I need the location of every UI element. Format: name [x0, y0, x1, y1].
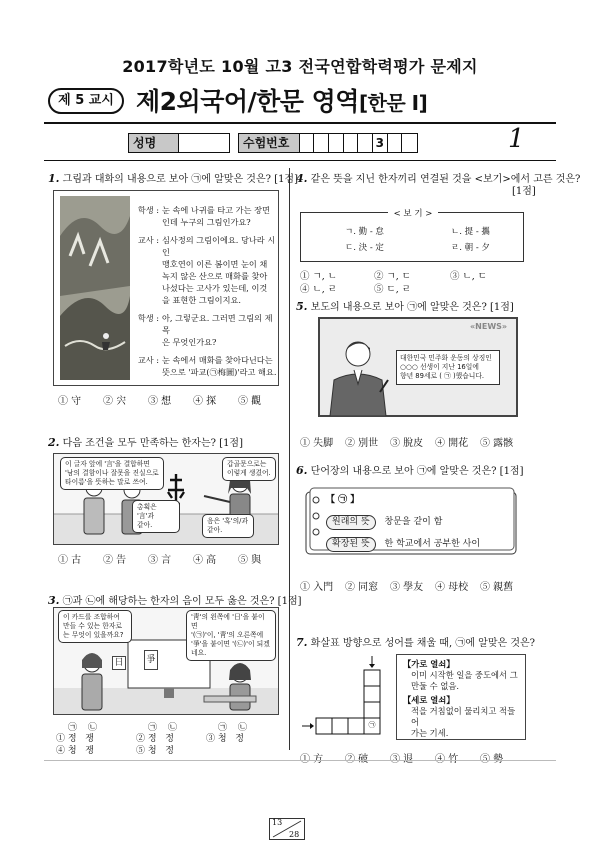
q1-dialog	[132, 204, 278, 378]
exam-number-box	[238, 133, 418, 153]
option[interactable]: ③ 청 정	[206, 734, 244, 744]
exam-number-cell	[344, 134, 359, 152]
option[interactable]: ② 告	[103, 555, 127, 566]
option[interactable]: ⑤ ㄷ, ㄹ	[374, 284, 411, 295]
bogi-item: ㄱ. 勤 - 怠	[345, 227, 384, 237]
meaning-label: 원래의 뜻	[326, 515, 376, 530]
option[interactable]: ② 정 정	[136, 734, 174, 744]
q5-number: 5.	[296, 300, 308, 313]
option[interactable]: ⑤ 觀	[238, 396, 262, 407]
exam-number-cell	[388, 134, 403, 152]
option[interactable]: ④ 청 쟁	[56, 746, 94, 756]
option[interactable]	[390, 750, 435, 765]
q5-options	[300, 434, 525, 449]
dialog-line: 아, 그렇군요. 그러면 그림의 제목 은 무엇인가요?	[162, 313, 273, 347]
q6-prompt	[296, 464, 524, 478]
option[interactable]: ② 別世	[345, 438, 379, 449]
hanja-card: 爭	[144, 650, 158, 670]
q5-text: 보도의 내용으로 보아 ㉠에 알맞은 것은? [1점]	[310, 302, 514, 313]
bogi-item: ㄴ. 提 - 攜	[451, 227, 490, 237]
clue-box	[396, 654, 526, 740]
meaning-row	[326, 514, 442, 530]
dialog-speaker: 학생 :	[137, 313, 159, 323]
q2-bubble: 이 글자 앞에 '言'을 결합하면 '남의 결함이나 잘못을 진실으로 타이름'을 뜻하는 말로 쓰여.	[60, 457, 164, 490]
dialog-speaker: 교사 :	[137, 355, 159, 365]
subject-main: 제2외국어/한문 영역	[136, 87, 359, 116]
q3-prompt	[48, 594, 302, 608]
down-clue-title: 【세로 열쇠】	[403, 695, 455, 705]
bogi-item: ㄷ. 決 - 定	[345, 243, 384, 253]
q7-number: 7.	[296, 636, 308, 649]
q7-options	[300, 750, 525, 765]
option[interactable]: ⑤ 與	[238, 555, 262, 566]
q3-options	[56, 720, 286, 756]
page-total: 28	[289, 830, 300, 839]
bogi-item: ㄹ. 朝 - 夕	[451, 243, 490, 253]
option[interactable]: ① 守	[58, 396, 82, 407]
option[interactable]: ⑤ 露骸	[480, 438, 514, 449]
bogi-title: < 보 기 >	[388, 209, 439, 219]
dialog-line: 눈 속에서 매화를 찾아다닌다는 뜻으로 '파교(㉠梅圖)'라고 해요.	[162, 355, 277, 377]
subject-title	[136, 82, 427, 118]
option[interactable]: ③ 想	[148, 396, 172, 407]
q7-prompt	[296, 636, 535, 650]
q3-bubble: '靑'의 왼쪽에 '日'을 붙이면 '(㉠)'이, '靑'의 오른쪽에 '爭'을 붙이면 '(㉡)'이 되겠 네요.	[186, 610, 276, 661]
q2-bubble: 갑골문으로는 이렇게 생겼어.	[222, 457, 276, 481]
q1-options	[58, 392, 283, 407]
q3-number: 3.	[48, 594, 60, 607]
exam-title: 2017학년도 10월 고3 전국연합학력평가 문제지	[122, 57, 478, 76]
dialog-speaker: 학생 :	[137, 205, 159, 215]
q4-prompt	[296, 172, 580, 186]
bogi-box	[300, 209, 524, 262]
option[interactable]: ① 정 쟁	[56, 734, 94, 744]
option[interactable]	[435, 750, 480, 765]
q5-prompt	[296, 300, 514, 314]
dialog-speaker: 교사 :	[137, 235, 159, 245]
q7-text: 화살표 방향으로 성어를 채울 때, ㉠에 알맞은 것은?	[310, 638, 536, 649]
dialog-line: 눈 속에 나귀를 타고 가는 장면 인데 누구의 그림인가요?	[162, 205, 270, 227]
answer-header: ㉡	[88, 723, 98, 733]
option[interactable]: ③ 學友	[390, 582, 424, 593]
option[interactable]: ② 宍	[103, 396, 127, 407]
q6-number: 6.	[296, 464, 308, 477]
option[interactable]: ③ ㄴ, ㄷ	[450, 271, 487, 282]
meaning-label: 확장된 뜻	[326, 537, 376, 552]
q1-prompt	[48, 172, 298, 186]
across-clue-title: 【가로 열쇠】	[403, 659, 455, 669]
news-anchor-illustration	[322, 330, 402, 416]
down-clue-text: 적을 거침없이 물리치고 적들어 가는 기세.	[411, 706, 516, 738]
q3-bubble: 이 카드를 조합하여 만들 수 있는 한자로 는 무엇이 있을까요?	[58, 610, 132, 643]
answer-header: ㉡	[238, 723, 248, 733]
option[interactable]: ① 古	[58, 555, 82, 566]
answer-header: ㉠	[148, 723, 158, 733]
option[interactable]	[300, 750, 345, 765]
exam-number-cell	[314, 134, 329, 152]
option[interactable]: ⑤ 親舊	[480, 582, 514, 593]
option[interactable]: ④ 探	[193, 396, 217, 407]
option[interactable]: ② ㄱ, ㄷ	[374, 271, 411, 282]
grid-mark: ㉠	[368, 721, 376, 729]
crossword-grid	[300, 654, 400, 746]
word-card-head: 【 ㉠ 】	[326, 495, 360, 505]
option[interactable]: ① ㄱ, ㄴ	[300, 271, 337, 282]
meaning-text: 창문을 같이 함	[384, 517, 443, 527]
option[interactable]: ④ 開花	[435, 438, 469, 449]
footer-rule	[44, 760, 556, 761]
option[interactable]: ④ 高	[193, 555, 217, 566]
option[interactable]: ③ 言	[148, 555, 172, 566]
q2-number: 2.	[48, 436, 60, 449]
option[interactable]	[480, 750, 525, 765]
news-tag: «NEWS»	[470, 322, 508, 331]
answer-header: ㉠	[68, 723, 78, 733]
header-bottom-rule	[44, 160, 556, 161]
q6-text: 단어장의 내용으로 보아 ㉠에 알맞은 것은? [1점]	[310, 466, 524, 477]
q2-bubble: 총획은 '言'과 같아.	[132, 500, 180, 533]
name-label: 성명	[129, 134, 179, 152]
subject-sub: [한문 Ⅰ]	[358, 91, 428, 115]
q4-number: 4.	[296, 172, 308, 185]
q3-text: ㉠과 ㉡에 해당하는 한자의 음이 모두 옳은 것은? [1점]	[62, 596, 302, 607]
q4-text: 같은 뜻을 지닌 한자끼리 연결된 것을 <보기>에서 고른 것은?	[310, 174, 581, 185]
q4-options	[300, 268, 540, 296]
answer-header: ㉡	[168, 723, 178, 733]
session-badge: 제 5 교시	[48, 88, 124, 114]
dialog-line: 심사정의 그림이에요. 당나라 시인 맹호연이 이른 봄이면 눈이 채 녹지 않은 산으로 매화를 찾아 나섰다는 고사가 있는데, 이것 을 표현한 그림이지요.	[162, 235, 276, 305]
landscape-painting	[60, 196, 130, 380]
exam-number-cell	[358, 134, 373, 152]
exam-number-label: 수험번호	[239, 134, 300, 152]
option[interactable]: ② 同窓	[345, 582, 379, 593]
q2-bubble: 음은 '혹'의/과 같아.	[202, 514, 254, 538]
news-caption: 대한민국 민주화 운동의 상징인 ○○○ 선생이 지난 16일에 향년 89세로 ( ㉠ )했습니다.	[396, 350, 500, 385]
exam-number-cell: 3	[373, 134, 388, 152]
meaning-row	[326, 536, 480, 552]
hanja-card: 日	[112, 656, 126, 670]
option[interactable]: ⑤ 청 정	[136, 746, 174, 756]
meaning-text: 한 학교에서 공부한 사이	[384, 539, 481, 549]
name-box	[128, 133, 230, 153]
q1-number: 1.	[48, 172, 60, 185]
q4-points: [1점]	[512, 186, 536, 197]
exam-number-cell	[402, 134, 417, 152]
header-rule	[44, 122, 556, 124]
page-number: 1	[508, 124, 525, 154]
exam-number-cell	[300, 134, 315, 152]
exam-number-cell	[329, 134, 344, 152]
answer-header: ㉠	[218, 723, 228, 733]
option[interactable]: ① 失脚	[300, 438, 334, 449]
q2-options	[58, 551, 283, 566]
q6-options	[300, 578, 525, 593]
q1-text: 그림과 대화의 내용으로 보아 ㉠에 알맞은 것은? [1점]	[62, 174, 298, 185]
option[interactable]: ④ ㄴ, ㄹ	[300, 284, 337, 295]
page-current: 13	[272, 818, 283, 827]
option[interactable]: ③ 脫皮	[390, 438, 424, 449]
option[interactable]	[345, 750, 390, 765]
column-divider	[289, 168, 290, 750]
option[interactable]: ① 入門	[300, 582, 334, 593]
name-field	[179, 134, 229, 152]
q2-text: 다음 조건을 모두 만족하는 한자는? [1점]	[62, 438, 243, 449]
q2-prompt	[48, 436, 243, 450]
across-clue-text: 이미 시작한 일을 중도에서 그 만둘 수 없음.	[411, 670, 518, 691]
option[interactable]: ④ 母校	[435, 582, 469, 593]
